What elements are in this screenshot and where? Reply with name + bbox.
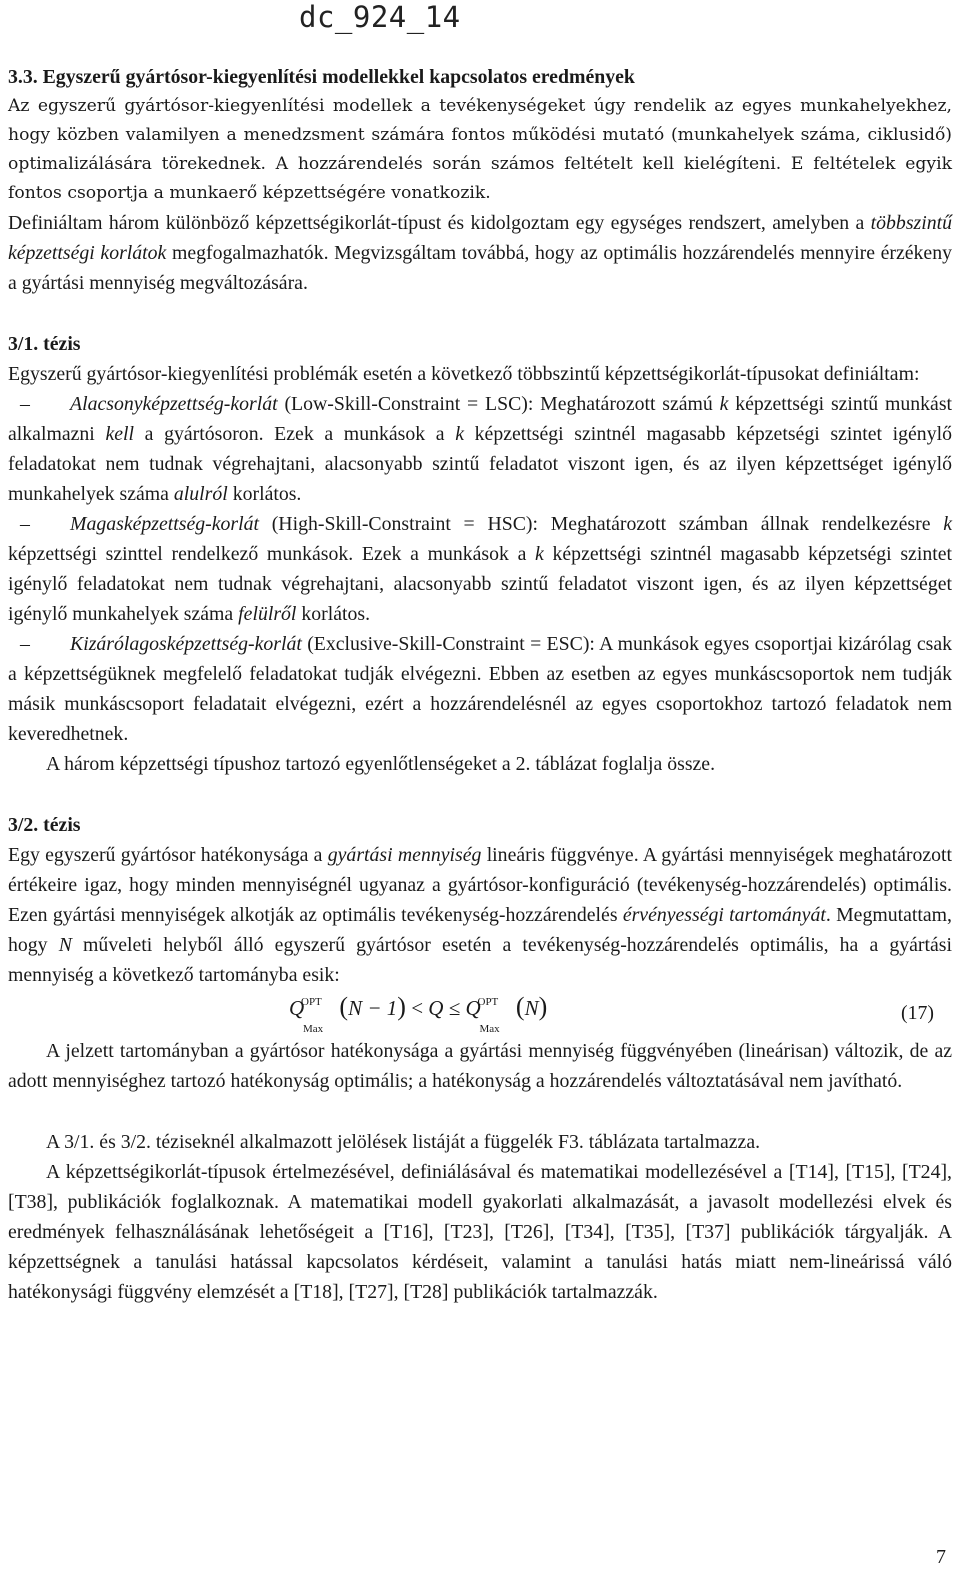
dash-bullet: – bbox=[20, 393, 30, 415]
formula-Q: Q bbox=[465, 996, 481, 1020]
t2-emphasis-1: gyártási mennyiség bbox=[327, 844, 482, 866]
esc-text-a: (Exclusive-Skill-Constraint = ESC): A munkások egyes csoportjai kizárólag csak a képzettségüknek megfelelő feladatokat tudják elvégezni. Ebben az esetben az egyes munkáscsoportok nem tudják másik munkáscsoport feladatait elvégezni, ezért a hozzárendelésnél az egyes csoportokhoz tartozó feladatok nem keveredhetnek. bbox=[8, 633, 952, 745]
section-title: 3.3. Egyszerű gyártósor-kiegyenlítési modellekkel kapcsolatos eredmények bbox=[8, 66, 635, 88]
hsc-emphasis: felülről bbox=[238, 603, 297, 625]
equation-number: (17) bbox=[901, 1002, 934, 1024]
formula-max-sub: Max bbox=[303, 1023, 324, 1035]
formula-max-sub: Max bbox=[479, 1023, 500, 1035]
section-intro-paragraph-2 bbox=[8, 208, 952, 298]
t2-text-c: . Megmutattam, hogy bbox=[8, 904, 953, 956]
thesis-2-paragraph-1 bbox=[8, 840, 952, 990]
hsc-text-a: (High-Skill-Constraint = HSC): Meghatározott számban állnak rendelkezésre bbox=[271, 513, 931, 535]
section-intro-paragraph bbox=[8, 92, 952, 208]
esc-term: Kizárólagosképzettség-korlát bbox=[70, 633, 302, 655]
formula-opt-sup: OPT bbox=[301, 996, 322, 1008]
formula-left-arg: N − 1 bbox=[348, 996, 398, 1020]
lsc-kell: kell bbox=[105, 423, 134, 445]
lsc-k-2: k bbox=[455, 423, 464, 445]
t2-text-b: lineáris függvénye. A gyártási mennyiségek meghatározott értékeire igaz, hogy minden mennyiségnél ugyanaz a gyártósor-konfiguráció (tevékenység-hozzárendelés) optimális. Ezen gyártási mennyiségek alkotják az optimális tevékenység-hozzárendelés bbox=[8, 844, 953, 926]
notes-paragraph-1: A 3/1. és 3/2. téziseknél alkalmazott jelölések listáját a függelék F3. táblázata tartalmazza. bbox=[46, 1131, 761, 1153]
paren-close: ) bbox=[538, 992, 548, 1021]
document-id-header: dc_924_14 bbox=[299, 0, 461, 34]
dash-bullet: – bbox=[20, 633, 30, 655]
thesis-1-closing: A három képzettségi típushoz tartozó egyenlőtlenségeket a 2. táblázat foglalja össze. bbox=[46, 753, 716, 775]
formula-opt-sup: OPT bbox=[477, 996, 499, 1008]
thesis-2-paragraph-2: A jelzett tartományban a gyártósor hatékonysága a gyártási mennyiség függvényében (lineárisan) változik, de az adott mennyiséghez tartozó hatékonyság optimális; a hatékonyság a hozzárendelés változtatásával nem javítható. bbox=[8, 1040, 952, 1092]
lsc-term: Alacsonyképzettség-korlát bbox=[70, 393, 278, 415]
lsc-text-a: (Low-Skill-Constraint = LSC): Meghatározott számú bbox=[284, 393, 713, 415]
thesis-1-item-lsc bbox=[8, 389, 952, 509]
q-max-opt-right bbox=[465, 996, 500, 1035]
formula-Q-mid: Q bbox=[428, 996, 444, 1020]
hsc-term: Magasképzettség-korlát bbox=[70, 513, 259, 535]
formula-lt: < bbox=[411, 996, 424, 1020]
t2-emphasis-2: érvényességi tartományát bbox=[622, 904, 826, 926]
t2-text-d: műveleti helyből álló egyszerű gyártósor esetén a tevékenység-hozzárendelés optimális, ha a gyártási mennyiség a következő tartományba esik: bbox=[8, 934, 952, 986]
q-max-opt-left bbox=[289, 996, 324, 1035]
formula bbox=[289, 992, 548, 1035]
hsc-text-d: korlátos. bbox=[301, 603, 371, 625]
hsc-k-2: k bbox=[535, 543, 544, 565]
equation-17 bbox=[8, 992, 952, 1035]
lsc-text-e: korlátos. bbox=[232, 483, 302, 505]
intro-text-2a: Definiáltam három különböző képzettségikorlát-típust és kidolgoztam egy egységes rendszert, amelyben a bbox=[8, 212, 865, 234]
hsc-k-1: k bbox=[943, 513, 953, 535]
dash-bullet: – bbox=[20, 513, 30, 535]
t2-N: N bbox=[58, 934, 72, 956]
thesis-1-item-esc bbox=[8, 629, 952, 749]
lsc-text-c: a gyártósoron. Ezek a munkások a bbox=[144, 423, 445, 445]
formula-Q: Q bbox=[289, 996, 305, 1020]
hsc-text-c: képzettségi szintnél magasabb képzetségi szintet igénylő feladatokat nem tudnak végrehajtani, alacsonyabb szintű feladatot viszont igen, és az ilyen képzettséget igénylő munkahelyek száma bbox=[8, 543, 952, 625]
intro-text-2b: megfogalmazhatók. Megvizsgáltam továbbá, hogy az optimális hozzárendelés mennyire érzékeny a gyártási mennyiség megváltozására. bbox=[8, 242, 952, 294]
intro-emphasis: többszintű képzettségi korlátok bbox=[8, 212, 952, 264]
intro-text-1: Az egyszerű gyártósor-kiegyenlítési modellek a tevékenységeket úgy rendelik az egyes munkahelyekhez, hogy közben valamilyen a menedzsment számára fontos működési mutató (munkahelyek száma, ciklusidő) optimalizálására törekednek. A hozzárendelés során számos feltételt kell kielégíteni. E feltételek egyik fontos csoportja a munkaerő képzettségére vonatkozik. bbox=[8, 96, 952, 203]
paren-open: ( bbox=[339, 992, 349, 1021]
hsc-text-b: képzettségi szinttel rendelkező munkások. Ezek a munkások a bbox=[8, 543, 527, 565]
paren-open: ( bbox=[515, 992, 525, 1021]
thesis-1-lead: Egyszerű gyártósor-kiegyenlítési problémák esetén a következő többszintű képzettségikorlát-típusokat definiáltam: bbox=[8, 363, 920, 385]
lsc-k-1: k bbox=[719, 393, 729, 415]
document-body bbox=[8, 62, 952, 1307]
thesis-1-item-hsc bbox=[8, 509, 952, 629]
formula-right-arg: N bbox=[524, 996, 539, 1020]
lsc-text-d: képzettségi szintnél magasabb képzetségi szintet igénylő feladatokat nem tudnak végrehajtani, alacsonyabb szintű feladatot viszont igen, és az ilyen képzettséget igénylő munkahelyek száma bbox=[8, 423, 952, 505]
thesis-2-title: 3/2. tézis bbox=[8, 814, 81, 836]
formula-le: ≤ bbox=[448, 996, 461, 1020]
lsc-text-b: képzettségi szintű munkást alkalmazni bbox=[8, 393, 953, 445]
notes-paragraph-2: A képzettségikorlát-típusok értelmezésével, definiálásával és matematikai modellezésével a [T14], [T15], [T24], [T38], publikációk foglalkoznak. A matematikai modell gyakorlati alkalmazását, a javasolt modellezési elvek és eredmények felhasználásának lehetőségeit a [T16], [T23], [T26], [T34], [T35], [T37] publikációk tárgyalják. A képzettségnek a tanulási hatással kapcsolatos kérdéseit, valamint a tanulási hatás miatt nem-lineárissá váló hatékonysági függvény elemzését a [T18], [T27], [T28] publikációk tartalmazzák. bbox=[8, 1161, 952, 1303]
thesis-1-title: 3/1. tézis bbox=[8, 333, 81, 355]
page-number: 7 bbox=[936, 1546, 946, 1568]
lsc-emphasis: alulról bbox=[173, 483, 228, 505]
t2-text-a: Egy egyszerű gyártósor hatékonysága a bbox=[8, 844, 323, 866]
paren-close: ) bbox=[397, 992, 406, 1021]
